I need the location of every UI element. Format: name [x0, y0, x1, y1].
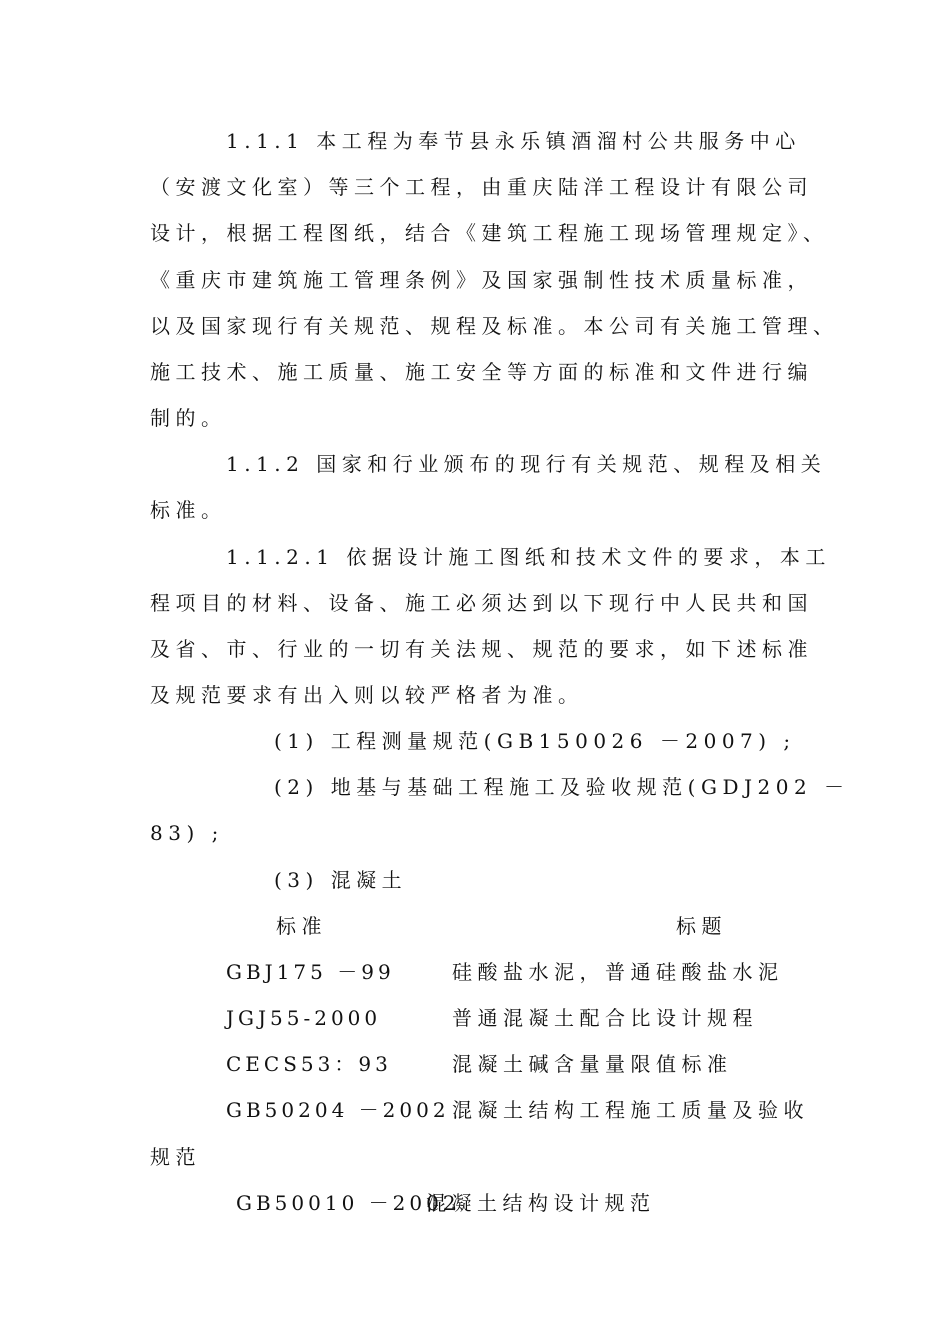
table-header-title: 标题: [676, 914, 727, 938]
text-line: 及省、市、行业的一切有关法规、规范的要求，如下述标准: [150, 637, 813, 661]
standard-title: 普通混凝土配合比设计规程: [452, 1006, 758, 1030]
standard-title: 混凝土结构工程施工质量及验收: [452, 1098, 809, 1122]
text-line: 1.1.1 本工程为奉节县永乐镇酒溜村公共服务中心: [226, 129, 801, 153]
text-line: 设计，根据工程图纸，结合《建筑工程施工现场管理规定》、: [150, 221, 829, 245]
standard-title: 硅酸盐水泥，普通硅酸盐水泥: [452, 960, 784, 984]
table-header-standard: 标准: [276, 914, 327, 938]
list-item-continuation: 83) ;: [150, 821, 224, 845]
standard-code: GB50010 －2002: [236, 1191, 460, 1215]
text-line: 施工技术、施工质量、施工安全等方面的标准和文件进行编: [150, 360, 813, 384]
standard-code: GB50204 －2002: [226, 1098, 450, 1122]
standard-title-continuation: 规范: [150, 1145, 201, 1169]
text-line: 及规范要求有出入则以较严格者为准。: [150, 683, 584, 707]
text-line: 1.1.2 国家和行业颁布的现行有关规范、规程及相关: [226, 452, 827, 476]
text-line: 1.1.2.1 依据设计施工图纸和技术文件的要求，本工: [226, 545, 831, 569]
standard-code: CECS53：93: [226, 1052, 392, 1076]
standard-title: 混凝土结构设计规范: [426, 1191, 656, 1215]
text-line: 程项目的材料、设备、施工必须达到以下现行中人民共和国: [150, 591, 813, 615]
standard-code: JGJ55-2000: [226, 1006, 382, 1030]
text-line: 制的。: [150, 406, 227, 430]
list-item: (1) 工程测量规范(GB150026 －2007) ;: [274, 729, 796, 753]
text-line: 标准。: [150, 498, 227, 522]
text-line: 以及国家现行有关规范、规程及标准。本公司有关施工管理、: [150, 314, 839, 338]
standard-code: GBJ175 －99: [226, 960, 395, 984]
standard-title: 混凝土碱含量量限值标准: [452, 1052, 733, 1076]
list-item: (3) 混凝土: [274, 868, 408, 892]
text-line: （安渡文化室）等三个工程，由重庆陆洋工程设计有限公司: [150, 175, 813, 199]
list-item: (2) 地基与基础工程施工及验收规范(GDJ202 －: [274, 775, 850, 799]
text-line: 《重庆市建筑施工管理条例》及国家强制性技术质量标准，: [150, 268, 813, 292]
